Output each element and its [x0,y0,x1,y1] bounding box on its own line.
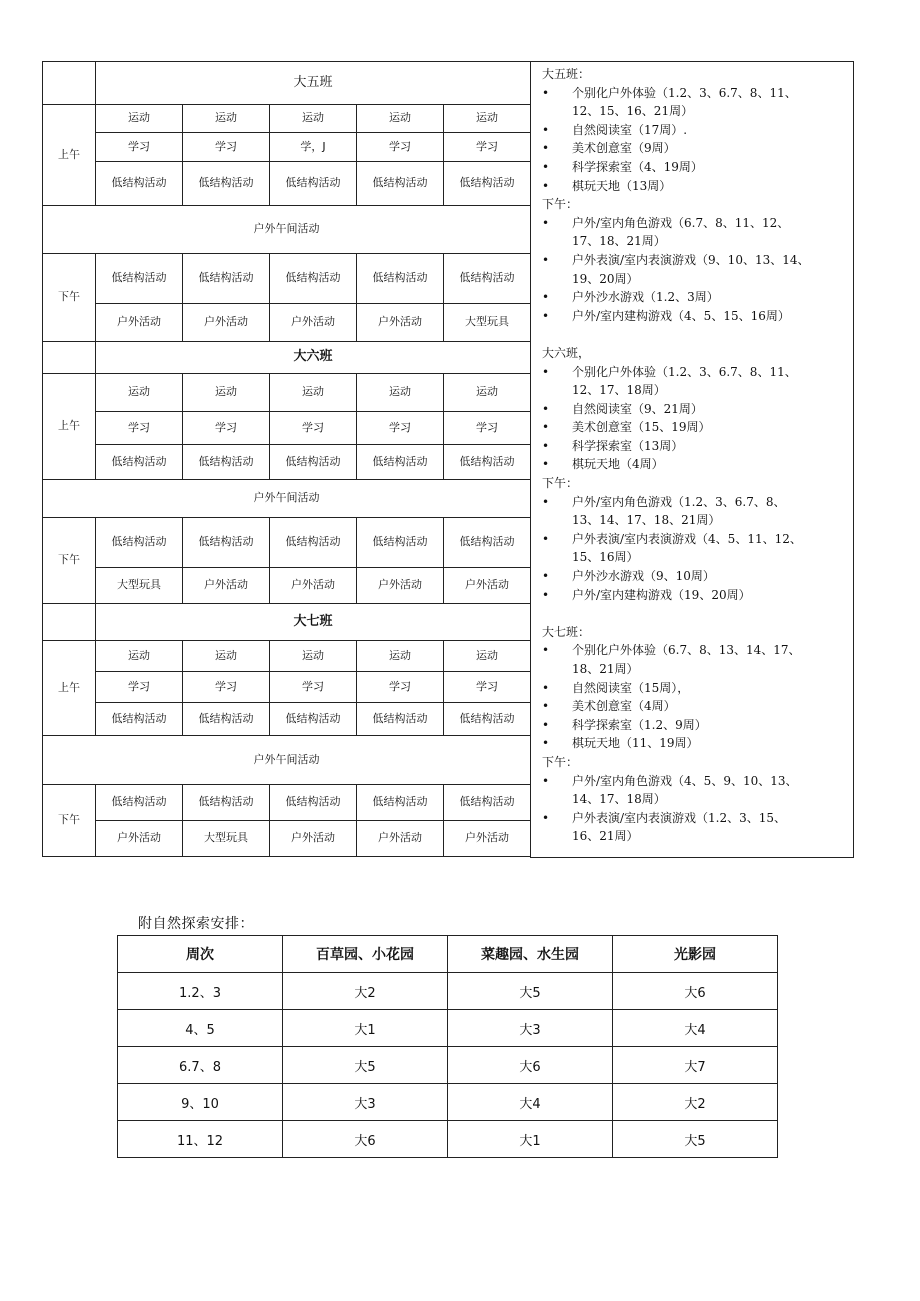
bullet-icon: • [542,736,550,751]
note-item [542,214,847,251]
bullet-icon: • [542,401,550,416]
activity-cell: 学习 [357,412,444,445]
activity-cell: 低结构活动 [183,162,270,206]
explore-cell: 大6 [448,1047,613,1084]
section-heading: 大五班： [542,67,591,81]
note-item [542,307,847,326]
activity-cell: 学习 [183,133,270,162]
bullet-icon: • [542,159,550,174]
explore-cell: 大3 [448,1010,613,1047]
bullet-icon: • [542,457,550,472]
noon-activity: 户外午间活动 [43,736,531,785]
note-text: 户外/室内角色游戏（4、5、9、10、13、 14、17、18周） [572,773,798,807]
activity-cell: 低结构活动 [270,785,357,821]
activity-cell: 运动 [183,105,270,133]
corner-cell [43,62,96,105]
explore-cell: 大4 [448,1084,613,1121]
bullet-icon: • [542,773,550,788]
corner-cell [43,342,96,374]
afternoon-activity-row [43,254,531,304]
activity-cell: 低结构活动 [444,445,531,480]
note-item [542,400,847,419]
explore-cell: 大1 [283,1010,448,1047]
activity-cell: 低结构活动 [357,518,444,568]
activity-cell: 运动 [183,641,270,672]
note-text: 美术创意室（15、19周） [572,420,711,435]
activity-cell: 运动 [444,374,531,412]
bullet-icon: • [542,717,550,732]
activity-cell: 大型玩具 [96,568,183,604]
activity-cell: 低结构活动 [357,785,444,821]
activity-cell: 低结构活动 [357,445,444,480]
activity-cell: 学习 [183,672,270,703]
bullet-icon: • [542,643,550,658]
morning-activity-row [43,703,531,736]
activity-cell: 低结构活动 [183,518,270,568]
bullet-icon: • [542,122,550,137]
activity-cell: 大型玩具 [183,821,270,857]
note-text: 户外表演/室内表演游戏（4、5、11、12、 15、16周） [572,531,802,565]
morning-activity-row [43,133,531,162]
explore-cell: 大2 [283,973,448,1010]
activity-cell: 低结构活动 [444,703,531,736]
class-title-row [43,604,531,641]
activity-cell: 户外活动 [270,821,357,857]
activity-cell: 低结构活动 [444,518,531,568]
bullet-icon: • [542,308,550,323]
note-item [542,586,847,605]
activity-cell: 运动 [270,105,357,133]
note-text: 美术创意室（9周） [572,141,676,156]
morning-activity-row [43,672,531,703]
explore-cell: 大4 [613,1010,778,1047]
bullet-icon: • [542,587,550,602]
class-title: 大六班 [96,342,531,374]
afternoon-activity-row [43,821,531,857]
bullet-icon: • [542,215,550,230]
activity-cell: 户外活动 [270,304,357,342]
morning-label: 上午 [43,374,96,480]
explore-header-row [118,936,778,973]
activity-cell: 运动 [444,105,531,133]
explore-header-cell: 周次 [118,936,283,973]
note-text: 棋玩天地（4周） [572,457,664,472]
note-text: 个别化户外体验（1.2、3、6.7、8、11、 12、17、18周） [572,364,797,398]
activity-cell: 低结构活动 [444,785,531,821]
activity-cell: 学习 [183,412,270,445]
corner-cell [43,604,96,641]
activity-cell: 低结构活动 [183,785,270,821]
activity-cell: 户外活动 [96,821,183,857]
noon-activity-row [43,480,531,518]
activity-cell: 户外活动 [96,304,183,342]
bullet-icon: • [542,178,550,193]
activity-cell: 运动 [270,374,357,412]
note-text: 户外/室内角色游戏（1.2、3、6.7、8、 13、14、17、18、21周） [572,494,786,528]
activity-cell: 运动 [96,374,183,412]
noon-activity: 户外午间活动 [43,480,531,518]
afternoon-heading: 下午： [542,476,579,491]
explore-cell: 大5 [448,973,613,1010]
afternoon-label: 下午 [43,254,96,342]
activity-cell: 学，J [270,133,357,162]
bullet-icon: • [542,420,550,435]
bullet-icon: • [542,141,550,156]
explore-cell: 大6 [613,973,778,1010]
activity-cell: 运动 [444,641,531,672]
morning-activity-row [43,105,531,133]
note-text: 个别化户外体验（6.7、8、13、14、17、 18、21周） [572,643,801,676]
activity-cell: 学习 [270,412,357,445]
explore-cell: 大7 [613,1047,778,1084]
bullet-icon: • [542,569,550,584]
note-item [542,418,847,437]
morning-activity-row [43,445,531,480]
class-title-row [43,342,531,374]
note-item [542,288,847,307]
note-text: 户外/室内建构游戏（19、20周） [572,587,751,602]
activity-cell: 学习 [357,133,444,162]
note-text: 棋玩天地（11、19周） [572,736,699,751]
explore-caption: 附自然探索安排： [138,916,254,932]
activity-cell: 低结构活动 [357,162,444,206]
activity-cell: 运动 [96,105,183,133]
activity-cell: 低结构活动 [444,254,531,304]
class-title-row [43,62,531,105]
explore-row [118,1010,778,1047]
activity-cell: 户外活动 [444,568,531,604]
bullet-icon: • [542,680,550,695]
note-item [542,177,847,196]
note-item [542,697,847,716]
note-item [542,809,847,846]
activity-cell: 运动 [183,374,270,412]
activity-cell: 低结构活动 [357,254,444,304]
note-text: 科学探索室（13周） [572,438,684,453]
activity-cell: 低结构活动 [96,703,183,736]
note-text: 个别化户外体验（1.2、3、6.7、8、11、 12、15、16、21周） [572,85,797,119]
afternoon-activity-row [43,568,531,604]
activity-cell: 学习 [96,672,183,703]
note-text: 户外表演/室内表演游戏（9、10、13、14、 19、20周） [572,252,810,286]
note-item [542,251,847,288]
explore-row [118,1047,778,1084]
activity-cell: 户外活动 [444,821,531,857]
activity-cell: 低结构活动 [444,162,531,206]
note-item [542,121,847,140]
activity-cell: 户外活动 [357,568,444,604]
bullet-icon: • [542,252,550,267]
note-item [542,530,847,567]
morning-label: 上午 [43,641,96,736]
activity-cell: 低结构活动 [96,162,183,206]
activity-cell: 低结构活动 [183,254,270,304]
explore-header-cell: 菜趣园、水生园 [448,936,613,973]
activity-cell: 低结构活动 [96,254,183,304]
explore-cell: 4、5 [118,1010,283,1047]
activity-cell: 大型玩具 [444,304,531,342]
activity-cell: 低结构活动 [183,445,270,480]
explore-cell: 大3 [283,1084,448,1121]
bullet-icon: • [542,810,550,825]
activity-cell: 运动 [357,374,444,412]
note-item [542,455,847,474]
activity-cell: 低结构活动 [183,703,270,736]
activity-cell: 学习 [444,672,531,703]
section-spacer [542,325,847,344]
note-text: 棋玩天地（13周） [572,178,672,193]
activity-cell: 学习 [444,133,531,162]
morning-activity-row [43,641,531,672]
note-item [542,641,847,678]
afternoon-label: 下午 [43,785,96,857]
section-heading: 大六班， [542,345,591,360]
activity-cell: 低结构活动 [270,518,357,568]
activity-cell: 户外活动 [270,568,357,604]
explore-row [118,1121,778,1158]
explore-cell: 大5 [283,1047,448,1084]
note-text: 自然阅读室（9、21周） [572,401,703,416]
morning-activity-row [43,374,531,412]
note-item [542,158,847,177]
afternoon-activity-row [43,518,531,568]
explore-cell: 11、12 [118,1121,283,1158]
note-text: 科学探索室（1.2、9周） [572,717,707,732]
explore-row [118,1084,778,1121]
note-text: 户外/室内角色游戏（6.7、8、11、12、 17、18、21周） [572,215,790,249]
note-text: 户外沙水游戏（9、10周） [572,569,715,584]
class-title: 大七班 [96,604,531,641]
activity-cell: 学习 [96,133,183,162]
activity-notes-panel [530,61,854,858]
activity-cell: 运动 [96,641,183,672]
note-item [542,734,847,753]
explore-cell: 1.2、3 [118,973,283,1010]
activity-cell: 运动 [357,105,444,133]
afternoon-label: 下午 [43,518,96,604]
bullet-icon: • [542,290,550,305]
morning-label: 上午 [43,105,96,206]
note-item [542,84,847,121]
note-item [542,363,847,400]
explore-cell: 9、10 [118,1084,283,1121]
activity-cell: 运动 [270,641,357,672]
afternoon-heading: 下午： [542,197,579,212]
bullet-icon: • [542,494,550,509]
explore-cell: 大6 [283,1121,448,1158]
bullet-icon: • [542,531,550,546]
note-item [542,772,847,809]
afternoon-activity-row [43,304,531,342]
activity-cell: 低结构活动 [96,518,183,568]
activity-cell: 学习 [96,412,183,445]
note-text: 自然阅读室（15周）， [572,680,690,695]
afternoon-activity-row [43,785,531,821]
morning-activity-row [43,412,531,445]
activity-cell: 低结构活动 [96,445,183,480]
activity-cell: 低结构活动 [96,785,183,821]
note-text: 美术创意室（4周） [572,699,676,714]
note-item [542,493,847,530]
activity-cell: 学习 [357,672,444,703]
bullet-icon: • [542,699,550,714]
note-item [542,139,847,158]
explore-header-cell: 百草园、小花园 [283,936,448,973]
explore-cell: 大1 [448,1121,613,1158]
activity-cell: 户外活动 [357,304,444,342]
explore-header-cell: 光影园 [613,936,778,973]
weekly-schedule-table [42,61,531,857]
note-item [542,437,847,456]
activity-cell: 学习 [270,672,357,703]
explore-cell: 大2 [613,1084,778,1121]
activity-cell: 低结构活动 [270,445,357,480]
bullet-icon: • [542,438,550,453]
section-heading: 大七班： [542,624,591,639]
noon-activity-row [43,736,531,785]
note-text: 自然阅读室（17周）. [572,122,688,137]
explore-row [118,973,778,1010]
note-item [542,716,847,735]
note-text: 户外/室内建构游戏（4、5、15、16周） [572,308,790,323]
class-title: 大五班 [96,62,531,105]
explore-cell: 6.7、8 [118,1047,283,1084]
activity-cell: 户外活动 [183,304,270,342]
bullet-icon: • [542,364,550,379]
note-item [542,567,847,586]
afternoon-heading: 下午： [542,754,579,769]
activity-cell: 低结构活动 [357,703,444,736]
activity-cell: 学习 [444,412,531,445]
activity-cell: 运动 [357,641,444,672]
nature-explore-table [117,935,778,1158]
morning-activity-row [43,162,531,206]
note-text: 户外沙水游戏（1.2、3周） [572,290,719,305]
noon-activity-row [43,206,531,254]
activity-cell: 低结构活动 [270,703,357,736]
note-item [542,679,847,698]
activity-cell: 户外活动 [357,821,444,857]
activity-cell: 低结构活动 [270,254,357,304]
activity-cell: 户外活动 [183,568,270,604]
noon-activity: 户外午间活动 [43,206,531,254]
note-text: 科学探索室（4、19周） [572,159,703,174]
bullet-icon: • [542,85,550,100]
activity-cell: 低结构活动 [270,162,357,206]
note-text: 户外表演/室内表演游戏（1.2、3、15、 16、21周） [572,810,787,844]
section-spacer [542,604,847,623]
explore-cell: 大5 [613,1121,778,1158]
